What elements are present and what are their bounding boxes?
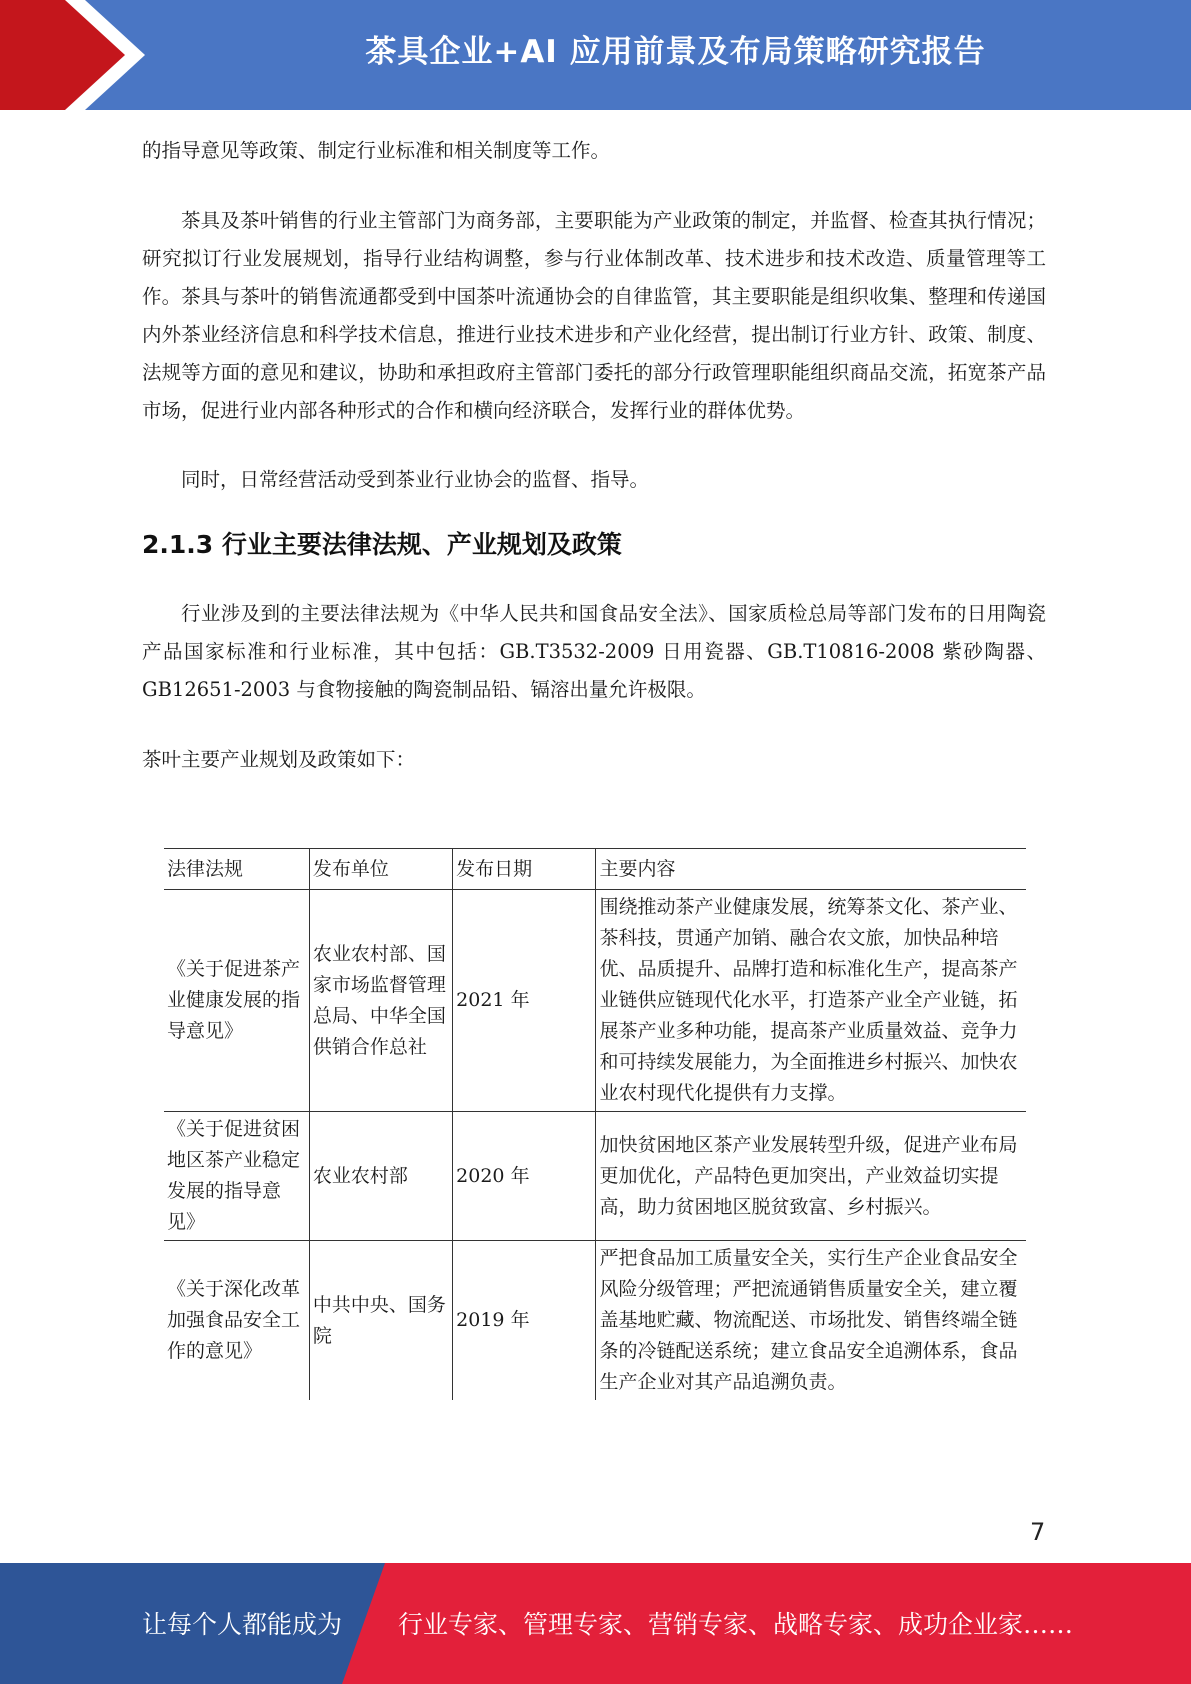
cell-issuer: 中共中央、国务院 bbox=[309, 1241, 452, 1401]
cell-content: 加快贫困地区茶产业发展转型升级，促进产业布局更加优化，产品特色更加突出，产业效益切实提高，助力贫困地区脱贫致富、乡村振兴。 bbox=[596, 1112, 1026, 1241]
policy-table bbox=[164, 848, 1026, 1400]
main-content bbox=[142, 132, 1046, 779]
table-row bbox=[164, 1112, 1026, 1241]
table-header-row bbox=[164, 849, 1026, 890]
table-intro: 茶叶主要产业规划及政策如下： bbox=[142, 748, 416, 771]
table-row bbox=[164, 1241, 1026, 1401]
cell-issuer: 农业农村部、国家市场监督管理总局、中华全国供销合作总社 bbox=[309, 890, 452, 1112]
cell-law: 《关于促进贫困地区茶产业稳定发展的指导意见》 bbox=[167, 1118, 301, 1233]
page-number: 7 bbox=[1030, 1518, 1046, 1546]
column-header-content: 主要内容 bbox=[596, 849, 1026, 890]
cell-content: 严把食品加工质量安全关，实行生产企业食品安全风险分级管理；严把流通销售质量安全关，建立覆盖基地贮藏、物流配送、市场批发、销售终端全链条的冷链配送系统；建立食品安全追溯体系，食品生产企业对其产品追溯负责。 bbox=[596, 1241, 1026, 1401]
paragraph-association: 同时，日常经营活动受到茶业行业协会的监督、指导。 bbox=[181, 468, 650, 491]
page-header bbox=[0, 0, 1191, 110]
footer-slogan-right: 行业专家、管理专家、营销专家、战略专家、成功企业家…… bbox=[398, 1610, 1074, 1639]
cell-date: 2020 年 bbox=[453, 1112, 596, 1241]
column-header-date: 发布日期 bbox=[453, 849, 596, 890]
paragraph-laws: 行业涉及到的主要法律法规为《中华人民共和国食品安全法》、国家质检总局等部门发布的日用陶瓷产品国家标准和行业标准，其中包括：GB.T3532-2009 日用瓷器、GB.T10816-2008 紫砂陶器、GB12651-2003 与食物接触的陶瓷制品铅、镉溶出量允许极限。 bbox=[142, 602, 1046, 701]
footer-slogan-left: 让每个人都能成为 bbox=[142, 1610, 343, 1639]
column-header-law: 法律法规 bbox=[167, 857, 244, 880]
page-footer bbox=[0, 1563, 1191, 1684]
paragraph-ministry: 茶具及茶叶销售的行业主管部门为商务部，主要职能为产业政策的制定，并监督、检查其执行情况；研究拟订行业发展规划，指导行业结构调整，参与行业体制改革、技术进步和技术改造、质量管理等工作。茶具与茶叶的销售流通都受到中国茶叶流通协会的自律监管，其主要职能是组织收集、整理和传递国内外茶业经济信息和科学技术信息，推进行业技术进步和产业化经营，提出制订行业方针、政策、制度、法规等方面的意见和建议，协助和承担政府主管部门委托的部分行政管理职能组织商品交流，拓宽茶产品市场，促进行业内部各种形式的合作和横向经济联合，发挥行业的群体优势。 bbox=[142, 209, 1046, 422]
paragraph-continuation: 的指导意见等政策、制定行业标准和相关制度等工作。 bbox=[142, 139, 611, 162]
cell-date: 2021 年 bbox=[453, 890, 596, 1112]
cell-law: 《关于深化改革加强食品安全工作的意见》 bbox=[167, 1278, 301, 1362]
cell-law: 《关于促进茶产业健康发展的指导意见》 bbox=[167, 958, 301, 1042]
column-header-issuer: 发布单位 bbox=[309, 849, 452, 890]
report-title: 茶具企业+AI 应用前景及布局策略研究报告 bbox=[365, 34, 986, 70]
cell-content: 围绕推动茶产业健康发展，统筹茶文化、茶产业、茶科技，贯通产加销、融合农文旅，加快品种培优、品质提升、品牌打造和标准化生产，提高茶产业链供应链现代化水平，打造茶产业全产业链，拓展茶产业多种功能，提高茶产业质量效益、竞争力和可持续发展能力，为全面推进乡村振兴、加快农业农村现代化提供有力支撑。 bbox=[596, 890, 1026, 1112]
section-heading: 2.1.3 行业主要法律法规、产业规划及政策 bbox=[142, 530, 622, 559]
table-row bbox=[164, 890, 1026, 1112]
cell-date: 2019 年 bbox=[453, 1241, 596, 1401]
cell-issuer: 农业农村部 bbox=[309, 1112, 452, 1241]
